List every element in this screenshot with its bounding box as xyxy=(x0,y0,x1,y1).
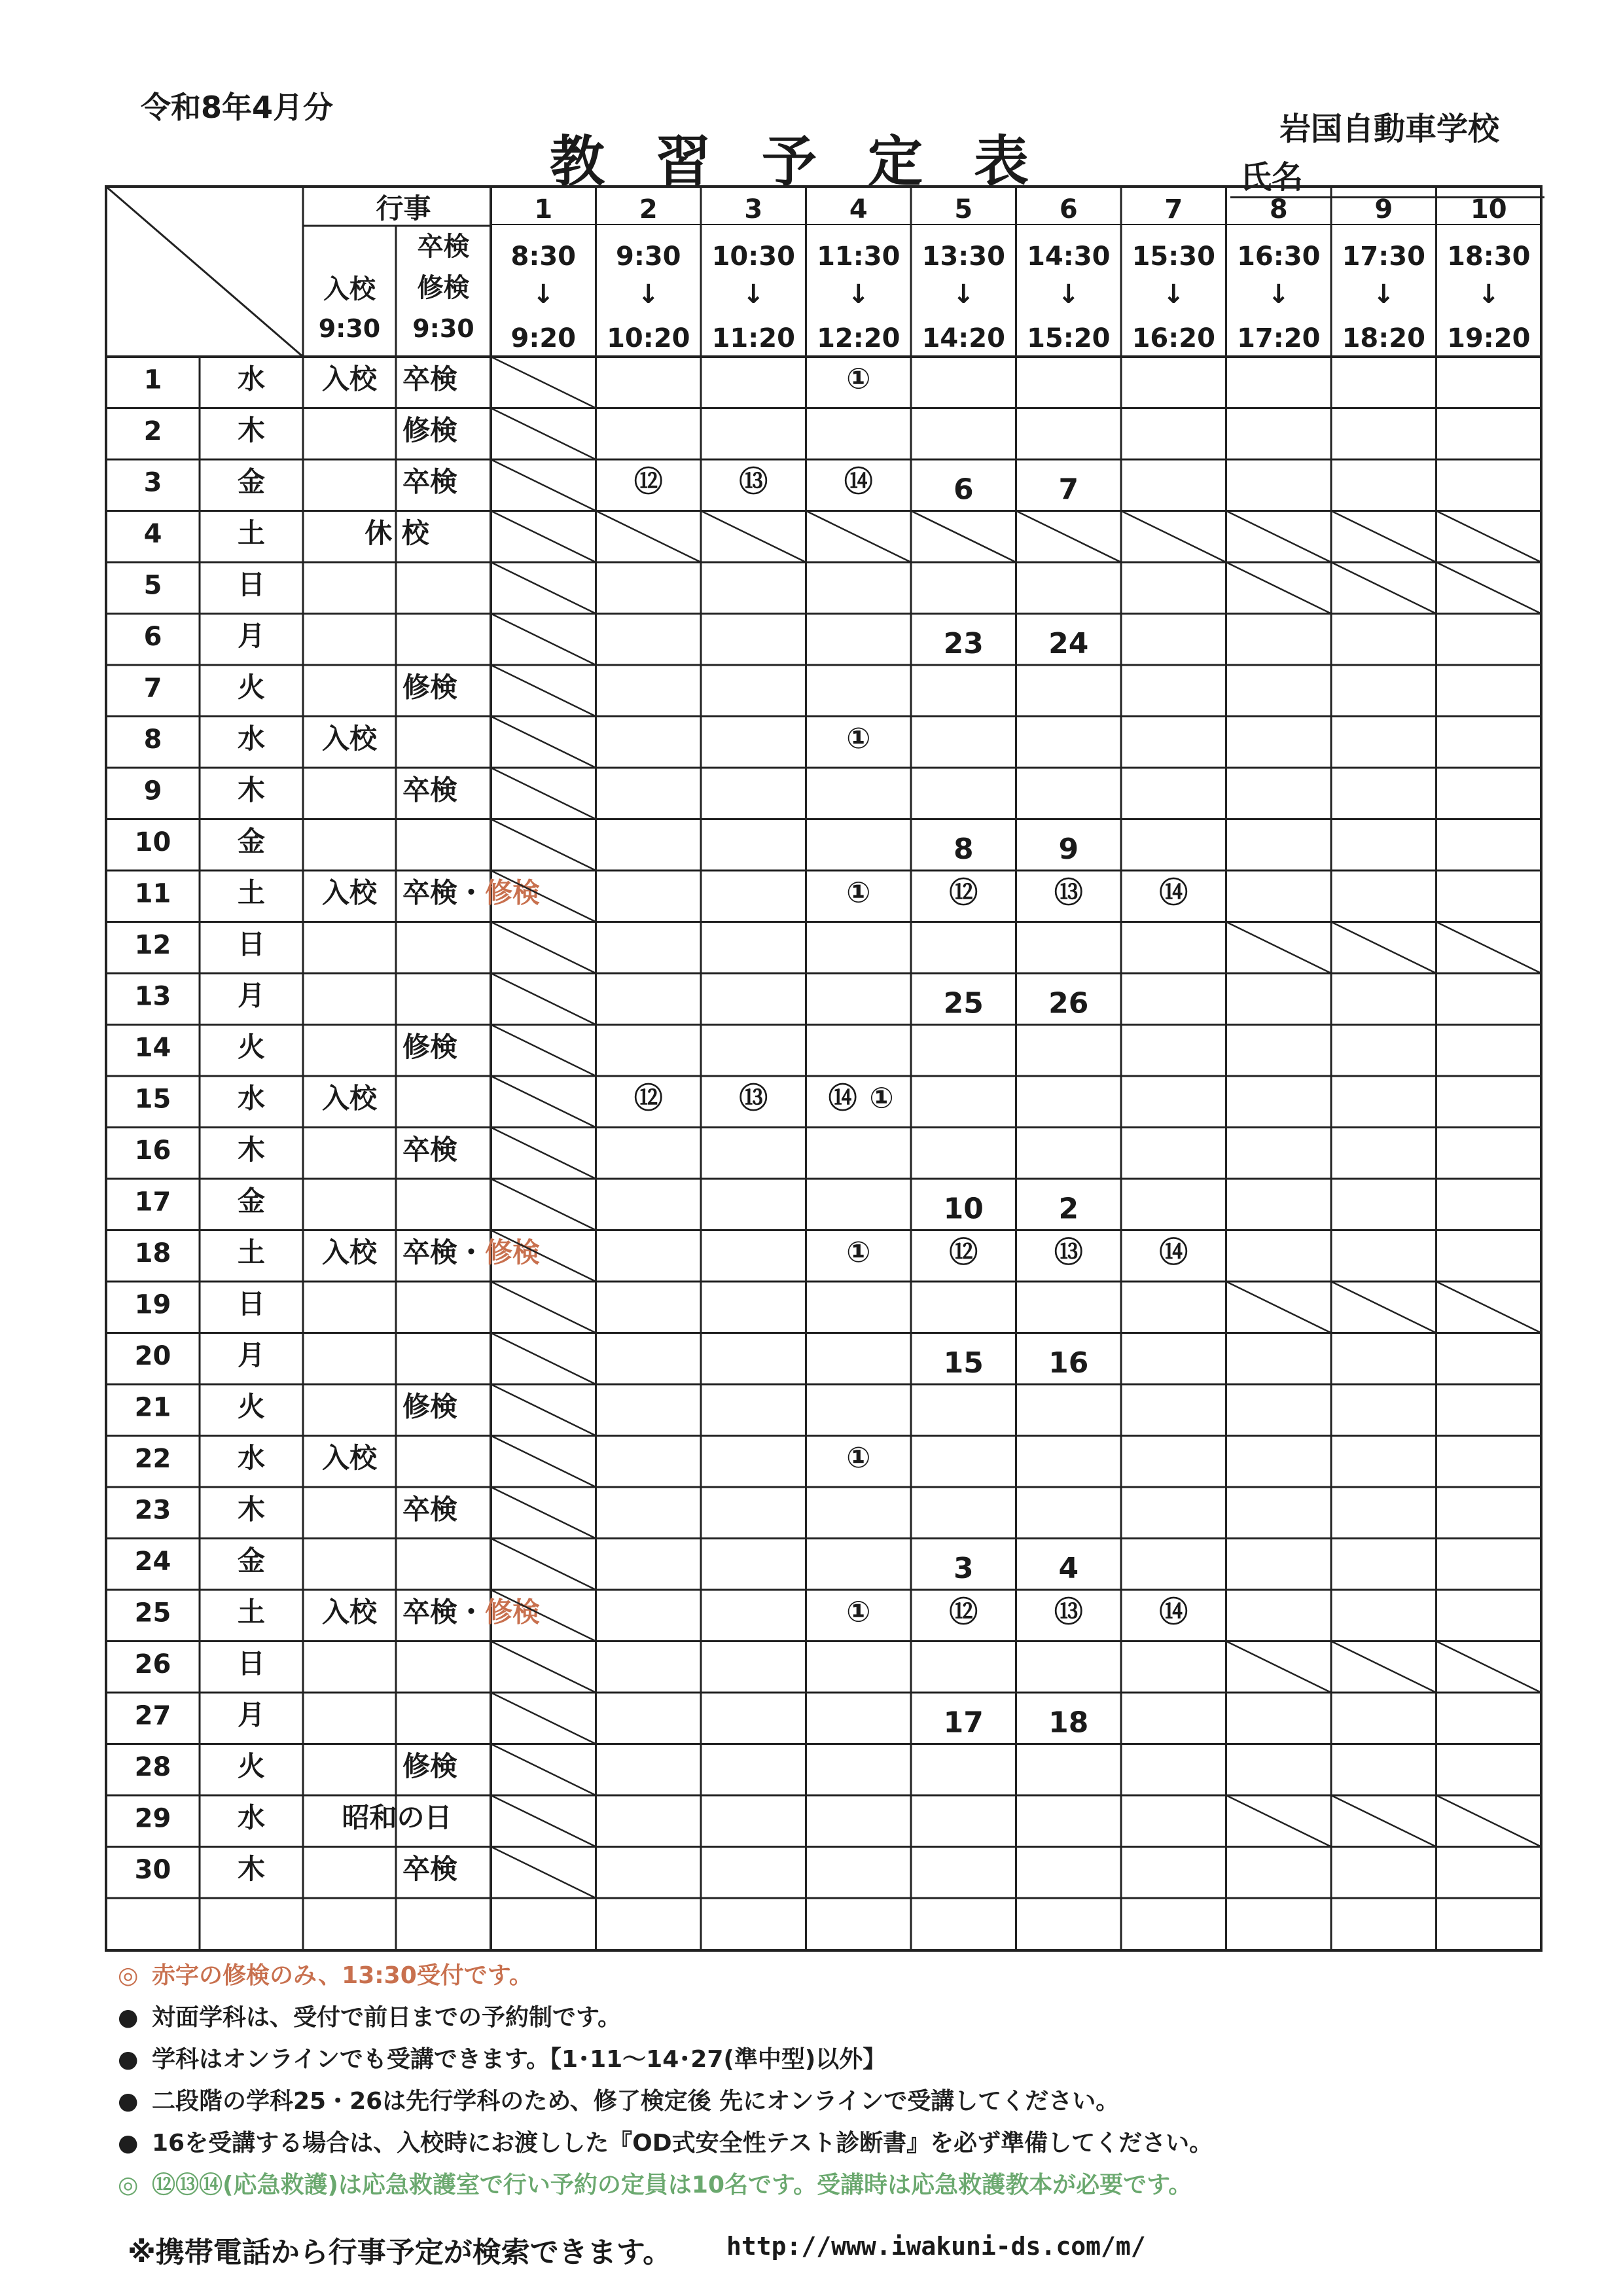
day-of-week: 金 xyxy=(237,1185,266,1217)
closed-slot-diagonal xyxy=(1436,1641,1542,1693)
admission-entry: 入校 xyxy=(321,1442,378,1475)
day-of-week: 土 xyxy=(237,1596,266,1628)
closed-slot-diagonal xyxy=(911,511,1016,563)
day-number: 17 xyxy=(134,1187,171,1217)
closed-slot-diagonal xyxy=(491,614,596,666)
day-of-week: 金 xyxy=(237,1545,266,1577)
month-label: 令和8年4月分 xyxy=(141,90,334,125)
closed-slot-diagonal xyxy=(596,511,702,563)
lesson-mark: ⑭ xyxy=(1159,876,1188,910)
exam-entry: 卒検 xyxy=(402,465,458,498)
period-number: 5 xyxy=(954,194,973,224)
closed-slot-diagonal xyxy=(806,511,912,563)
day-of-week: 火 xyxy=(237,1031,266,1064)
lesson-mark: ⑭ xyxy=(828,1081,857,1115)
day-number: 13 xyxy=(134,981,171,1012)
lesson-number: 2 xyxy=(1058,1192,1079,1226)
day-number: 6 xyxy=(143,622,162,653)
closed-slot-diagonal xyxy=(491,1333,596,1385)
day-of-week: 水 xyxy=(237,1082,266,1115)
day-of-week: 月 xyxy=(237,1339,266,1372)
closed-slot-diagonal xyxy=(1226,922,1332,974)
lesson-number: 26 xyxy=(1048,986,1089,1020)
period-start-time: 9:30 xyxy=(616,242,681,272)
day-number: 12 xyxy=(134,930,171,961)
period-number: 10 xyxy=(1470,194,1507,224)
lesson-mark: ⑬ xyxy=(739,465,768,499)
closed-slot-diagonal xyxy=(491,1795,596,1847)
lesson-mark: ① xyxy=(846,1595,871,1629)
day-number: 28 xyxy=(134,1752,171,1783)
closed-slot-diagonal xyxy=(491,1025,596,1077)
lesson-number: 23 xyxy=(943,627,984,661)
admission-time: 9:30 xyxy=(318,314,381,343)
day-of-week: 土 xyxy=(237,517,266,550)
day-of-week: 火 xyxy=(237,671,266,704)
day-of-week: 水 xyxy=(237,1442,266,1475)
period-end-time: 14:20 xyxy=(921,323,1005,353)
day-of-week: 火 xyxy=(237,1750,266,1783)
lesson-mark: ① xyxy=(869,1081,894,1115)
lesson-mark: ⑭ xyxy=(1159,1595,1188,1629)
day-number: 22 xyxy=(134,1444,171,1475)
closed-slot-diagonal xyxy=(491,819,596,871)
lesson-mark: ⑫ xyxy=(949,876,978,910)
day-of-week: 金 xyxy=(237,465,266,498)
day-number: 21 xyxy=(134,1392,171,1423)
note-bullet: ◎ xyxy=(118,2172,139,2198)
exam-header-midterm: 修検 xyxy=(417,273,470,303)
day-of-week: 日 xyxy=(237,568,266,601)
day-number: 23 xyxy=(134,1495,171,1526)
closed-slot-diagonal xyxy=(1226,1641,1332,1693)
period-arrow: ↓ xyxy=(1057,279,1080,310)
period-arrow: ↓ xyxy=(1267,279,1290,310)
closed-slot-diagonal xyxy=(1016,511,1122,563)
day-number: 5 xyxy=(143,570,162,601)
closed-label: 休 校 xyxy=(365,517,429,550)
table-frame xyxy=(106,187,1541,1950)
admission-entry: 入校 xyxy=(321,363,378,395)
period-end-time: 17:20 xyxy=(1237,323,1321,353)
day-of-week: 土 xyxy=(237,1236,266,1269)
lesson-number: 8 xyxy=(953,833,974,867)
period-end-time: 18:20 xyxy=(1342,323,1425,353)
period-end-time: 10:20 xyxy=(607,323,690,353)
period-arrow: ↓ xyxy=(742,279,765,310)
day-number: 19 xyxy=(134,1289,171,1320)
note-item xyxy=(118,2083,1119,2116)
day-number: 14 xyxy=(134,1033,171,1064)
note-bullet: ● xyxy=(118,2088,139,2115)
lesson-mark: ⑭ xyxy=(844,465,873,499)
closed-slot-diagonal xyxy=(491,357,596,408)
period-end-time: 19:20 xyxy=(1447,323,1531,353)
closed-slot-diagonal xyxy=(1226,1795,1332,1847)
closed-slot-diagonal xyxy=(491,1744,596,1796)
period-start-time: 13:30 xyxy=(921,242,1005,272)
closed-slot-diagonal xyxy=(491,1693,596,1744)
period-start-time: 15:30 xyxy=(1132,242,1215,272)
closed-slot-diagonal xyxy=(1226,562,1332,614)
day-number: 20 xyxy=(134,1341,171,1372)
day-number: 24 xyxy=(134,1547,171,1577)
lesson-number: 16 xyxy=(1048,1346,1089,1380)
period-start-time: 10:30 xyxy=(711,242,795,272)
note-text: 赤字の修検のみ、13:30受付です。 xyxy=(152,1962,533,1989)
period-number: 4 xyxy=(849,194,868,224)
note-text: 二段階の学科25・26は先行学科のため、修了検定後 先にオンラインで受講してください。 xyxy=(152,2088,1120,2115)
closed-slot-diagonal xyxy=(491,1641,596,1693)
lesson-number: 17 xyxy=(943,1706,984,1740)
lesson-mark: ① xyxy=(846,722,871,756)
period-end-time: 16:20 xyxy=(1132,323,1215,353)
day-of-week: 月 xyxy=(237,1698,266,1731)
closed-slot-diagonal xyxy=(1436,922,1542,974)
closed-slot-diagonal xyxy=(491,1282,596,1333)
day-number: 7 xyxy=(143,673,162,704)
closed-slot-diagonal xyxy=(1331,922,1436,974)
period-start-time: 14:30 xyxy=(1027,242,1111,272)
exam-entry: 卒検 xyxy=(402,1853,458,1886)
period-number: 2 xyxy=(639,194,658,224)
period-arrow: ↓ xyxy=(847,279,870,310)
lesson-number: 18 xyxy=(1048,1706,1089,1740)
period-number: 8 xyxy=(1269,194,1288,224)
closed-slot-diagonal xyxy=(491,922,596,974)
closed-slot-diagonal xyxy=(491,1539,596,1590)
closed-slot-diagonal xyxy=(491,1384,596,1436)
day-of-week: 水 xyxy=(237,1801,266,1834)
day-number: 2 xyxy=(143,416,162,447)
note-text: 学科はオンラインでも受講できます。【1･11～14･27(準中型)以外】 xyxy=(152,2046,887,2073)
note-text: 16を受講する場合は、入校時にお渡しした『OD式安全性テスト診断書』を必ず準備してください。 xyxy=(152,2130,1213,2157)
closed-slot-diagonal xyxy=(491,717,596,768)
closed-slot-diagonal xyxy=(1331,1795,1436,1847)
period-start-time: 8:30 xyxy=(510,242,576,272)
note-bullet: ● xyxy=(118,2046,139,2073)
period-arrow: ↓ xyxy=(1162,279,1185,310)
exam-entry: 卒検・修検 xyxy=(402,1236,541,1269)
lesson-mark: ⑬ xyxy=(1054,1595,1083,1629)
lesson-mark: ① xyxy=(846,1441,871,1475)
day-number: 25 xyxy=(134,1598,171,1628)
day-number: 11 xyxy=(134,878,171,909)
mobile-url-link[interactable]: http://www.iwakuni-ds.com/m/ xyxy=(726,2232,1146,2261)
lesson-number: 24 xyxy=(1048,627,1089,661)
closed-slot-diagonal xyxy=(1226,1282,1332,1333)
lesson-mark: ⑫ xyxy=(949,1595,978,1629)
day-number: 16 xyxy=(134,1136,171,1166)
day-of-week: 日 xyxy=(237,928,266,961)
period-arrow: ↓ xyxy=(1372,279,1395,310)
note-text: 対面学科は、受付で前日までの予約制です。 xyxy=(152,2004,622,2031)
admission-entry: 入校 xyxy=(321,876,378,909)
period-end-time: 12:20 xyxy=(817,323,901,353)
day-number: 3 xyxy=(143,467,162,498)
exam-entry: 卒検 xyxy=(402,774,458,806)
day-number: 18 xyxy=(134,1238,171,1269)
period-number: 6 xyxy=(1059,194,1078,224)
closed-slot-diagonal xyxy=(1436,511,1542,563)
exam-entry: 卒検 xyxy=(402,1134,458,1166)
day-of-week: 月 xyxy=(237,979,266,1012)
closed-slot-diagonal xyxy=(491,1847,596,1899)
day-of-week: 木 xyxy=(237,414,266,447)
lesson-mark: ⑬ xyxy=(1054,876,1083,910)
closed-slot-diagonal xyxy=(1436,1795,1542,1847)
name-field-label: 氏名 xyxy=(1240,159,1304,196)
closed-slot-diagonal xyxy=(491,1487,596,1539)
lesson-number: 10 xyxy=(943,1192,984,1226)
lesson-mark: ⑫ xyxy=(949,1236,978,1270)
note-text: ⑫⑬⑭(応急救護)は応急救護室で行い予約の定員は10名です。受講時は応急救護教本が必要です。 xyxy=(152,2172,1192,2198)
day-of-week: 金 xyxy=(237,825,266,858)
exam-entry: 卒検・修検 xyxy=(402,1596,541,1628)
closed-slot-diagonal xyxy=(1331,511,1436,563)
lesson-number: 4 xyxy=(1058,1552,1079,1586)
exam-entry: 修検 xyxy=(402,671,458,704)
lesson-number: 25 xyxy=(943,986,984,1020)
closed-slot-diagonal xyxy=(1436,562,1542,614)
closed-slot-diagonal xyxy=(1331,1282,1436,1333)
note-bullet: ● xyxy=(118,2130,139,2157)
note-bullet: ● xyxy=(118,2004,139,2031)
day-of-week: 土 xyxy=(237,876,266,909)
day-number: 30 xyxy=(134,1855,171,1886)
day-of-week: 日 xyxy=(237,1647,266,1680)
closed-slot-diagonal xyxy=(1121,511,1226,563)
lesson-mark: ① xyxy=(846,362,871,396)
day-of-week: 木 xyxy=(237,1853,266,1886)
closed-slot-diagonal xyxy=(491,1128,596,1179)
period-arrow: ↓ xyxy=(532,279,555,310)
period-arrow: ↓ xyxy=(952,279,975,310)
closed-slot-diagonal xyxy=(701,511,806,563)
day-number: 26 xyxy=(134,1649,171,1680)
exam-entry: 卒検 xyxy=(402,363,458,395)
lesson-number: 3 xyxy=(953,1552,974,1586)
closed-slot-diagonal xyxy=(491,1076,596,1128)
closed-slot-diagonal xyxy=(491,511,596,563)
closed-slot-diagonal xyxy=(491,562,596,614)
note-bullet: ◎ xyxy=(118,1962,139,1989)
day-of-week: 木 xyxy=(237,1493,266,1526)
period-number: 1 xyxy=(534,194,553,224)
lesson-mark: ⑬ xyxy=(739,1081,768,1115)
exam-entry: 卒検・修検 xyxy=(402,876,541,909)
period-end-time: 11:20 xyxy=(711,323,795,353)
note-item xyxy=(118,2041,886,2074)
admission-entry: 入校 xyxy=(321,723,378,755)
closed-slot-diagonal xyxy=(491,768,596,819)
closed-slot-diagonal xyxy=(491,973,596,1025)
period-number: 7 xyxy=(1164,194,1183,224)
period-start-time: 17:30 xyxy=(1342,242,1425,272)
note-item xyxy=(118,2166,1192,2200)
closed-slot-diagonal xyxy=(1226,511,1332,563)
admission-entry: 入校 xyxy=(321,1596,378,1628)
lesson-number: 9 xyxy=(1058,833,1079,867)
period-start-time: 11:30 xyxy=(817,242,901,272)
day-of-week: 月 xyxy=(237,620,266,653)
note-item xyxy=(118,1999,621,2032)
lesson-number: 7 xyxy=(1058,473,1079,507)
closed-slot-diagonal xyxy=(491,408,596,460)
school-name: 岩国自動車学校 xyxy=(1279,111,1500,147)
note-item xyxy=(118,1957,533,1990)
day-number: 9 xyxy=(143,776,162,806)
day-number: 8 xyxy=(143,725,162,755)
closed-slot-diagonal xyxy=(491,1179,596,1230)
closed-slot-diagonal xyxy=(491,459,596,511)
day-number: 10 xyxy=(134,827,171,858)
day-of-week: 水 xyxy=(237,723,266,755)
lesson-mark: ① xyxy=(846,876,871,910)
exam-entry: 修検 xyxy=(402,1031,458,1064)
day-of-week: 木 xyxy=(237,774,266,806)
period-end-time: 15:20 xyxy=(1027,323,1111,353)
day-number: 1 xyxy=(143,365,162,395)
day-of-week: 水 xyxy=(237,363,266,395)
exam-time: 9:30 xyxy=(412,314,474,343)
admission-entry: 入校 xyxy=(321,1236,378,1269)
closed-slot-diagonal xyxy=(1436,1282,1542,1333)
day-of-week: 日 xyxy=(237,1287,266,1320)
day-number: 15 xyxy=(134,1084,171,1115)
period-end-time: 9:20 xyxy=(510,323,576,353)
day-of-week: 火 xyxy=(237,1390,266,1423)
lesson-number: 6 xyxy=(953,473,974,507)
lesson-mark: ① xyxy=(846,1236,871,1270)
day-number: 27 xyxy=(134,1700,171,1731)
lesson-mark: ⑫ xyxy=(633,1081,663,1115)
lesson-mark: ⑫ xyxy=(633,465,663,499)
admission-header: 入校 xyxy=(323,274,376,304)
lesson-mark: ⑬ xyxy=(1054,1236,1083,1270)
exam-entry: 卒検 xyxy=(402,1493,458,1526)
closed-slot-diagonal xyxy=(491,665,596,717)
exam-header-graduation: 卒検 xyxy=(417,232,470,262)
closed-label: 昭和の日 xyxy=(342,1801,452,1834)
lesson-mark: ⑭ xyxy=(1159,1236,1188,1270)
day-number: 29 xyxy=(134,1803,171,1834)
period-arrow: ↓ xyxy=(637,279,660,310)
closed-slot-diagonal xyxy=(1331,1641,1436,1693)
period-number: 3 xyxy=(744,194,763,224)
admission-entry: 入校 xyxy=(321,1082,378,1115)
closed-slot-diagonal xyxy=(1331,562,1436,614)
exam-entry: 修検 xyxy=(402,1750,458,1783)
page-title: 教習予定表 xyxy=(550,130,1080,194)
exam-entry: 修検 xyxy=(402,1390,458,1423)
day-of-week: 木 xyxy=(237,1134,266,1166)
closed-slot-diagonal xyxy=(491,1436,596,1488)
day-number: 4 xyxy=(143,519,162,550)
lesson-number: 15 xyxy=(943,1346,984,1380)
period-number: 9 xyxy=(1374,194,1393,224)
period-arrow: ↓ xyxy=(1477,279,1500,310)
mobile-note: ※携帯電話から行事予定が検索できます。 xyxy=(128,2236,672,2269)
exam-entry: 修検 xyxy=(402,414,458,447)
period-start-time: 16:30 xyxy=(1237,242,1321,272)
period-start-time: 18:30 xyxy=(1447,242,1531,272)
events-header: 行事 xyxy=(376,192,431,224)
header-corner-diagonal xyxy=(106,187,303,357)
note-item xyxy=(118,2125,1213,2158)
